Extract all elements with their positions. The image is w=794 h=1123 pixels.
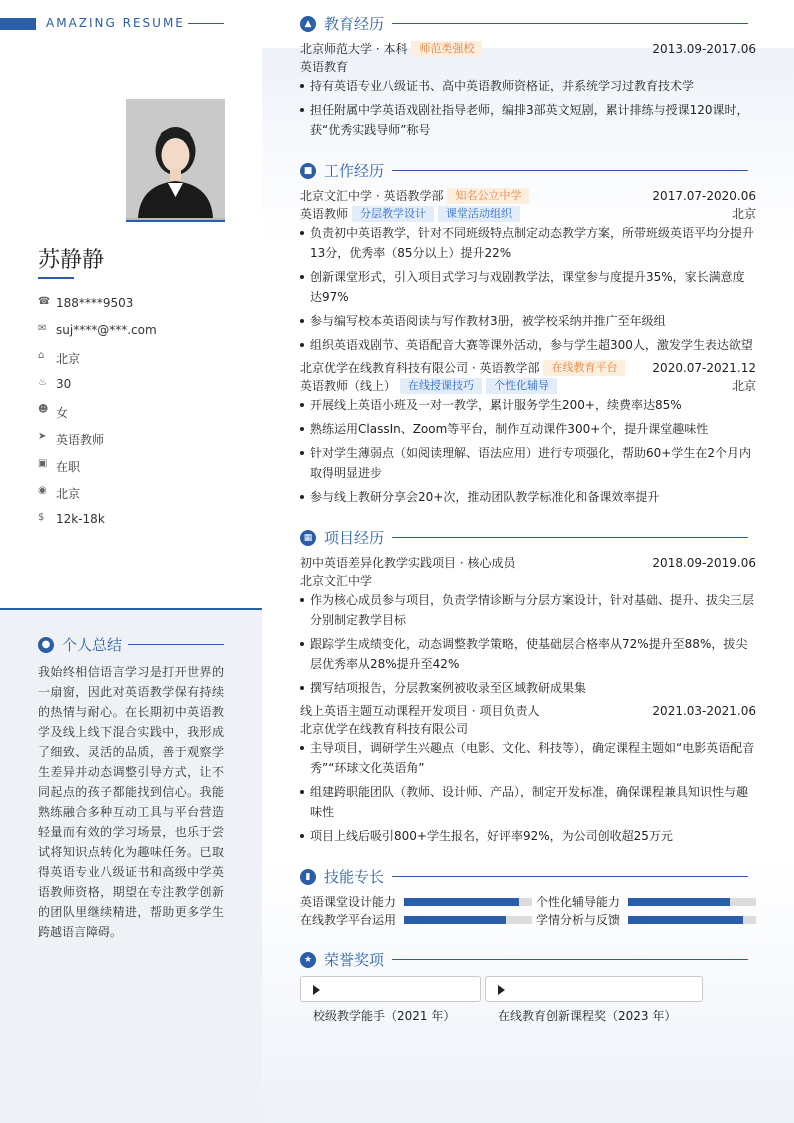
briefcase-icon: ■	[300, 163, 316, 179]
section-line	[392, 170, 748, 171]
summary-header	[38, 634, 224, 655]
job-org: 北京文汇中学 · 英语教学部	[300, 189, 444, 203]
work-title: 工作经历	[324, 162, 385, 180]
skill-bar-fill	[628, 898, 730, 906]
info-value: 北京	[56, 487, 81, 501]
skill-bar	[628, 916, 756, 924]
education-school-row	[300, 40, 756, 58]
project-org: 北京优学在线教育科技有限公司	[300, 722, 469, 736]
bullet-item: 创新课堂形式，引入项目式学习与戏剧教学法，课堂参与度提升35%，家长满意度达97%	[300, 267, 756, 307]
brand-title: AMAZING RESUME	[46, 16, 185, 30]
skill-item	[536, 894, 756, 910]
skill-bar-fill	[404, 898, 519, 906]
project-name-row	[300, 702, 756, 720]
info-status	[38, 458, 157, 485]
info-phone	[38, 296, 157, 323]
info-value: 北京	[56, 352, 81, 366]
project-org-row	[300, 720, 756, 738]
job-bullets	[300, 223, 756, 359]
school-name: 北京师范大学 · 本科	[300, 42, 408, 56]
face-icon: ☻	[38, 404, 49, 415]
award-icon: ★	[300, 952, 316, 968]
bullet-item: 参与线上教研分享会20+次，推动团队教学标准化和备课效率提升	[300, 487, 756, 507]
section-line	[392, 537, 748, 538]
job-date: 2017.07-2020.06	[652, 189, 756, 203]
skill-tag: 个性化辅导	[486, 378, 557, 394]
sidebar-divider	[0, 608, 262, 610]
grid-icon: ▦	[300, 530, 316, 546]
project-date: 2018.09-2019.06	[652, 556, 756, 570]
bullet-item: 组建跨职能团队（教师、设计师、产品），制定开发标准，确保课程兼具知识性与趣味性	[300, 782, 756, 822]
job-org-tag: 知名公立中学	[447, 188, 529, 204]
honor-badge	[485, 976, 703, 1023]
briefcase-icon: ▣	[38, 458, 48, 469]
info-value: 30	[56, 377, 72, 391]
bullet-item: 主导项目，调研学生兴趣点（电影、文化、科技等），确定课程主题如“电影英语配音秀”“环球文化英语角”	[300, 738, 756, 778]
section-line	[392, 876, 748, 877]
skill-item	[536, 912, 756, 928]
skill-name: 在线教学平台运用	[300, 913, 397, 927]
info-city	[38, 485, 157, 512]
skill-item	[300, 912, 532, 928]
bullet-item: 组织英语戏剧节、英语配音大赛等课外活动，参与学生超300人，激发学生表达欲望	[300, 335, 756, 355]
bullet-item: 项目上线后吸引800+学生报名，好评率92%，为公司创收超25万元	[300, 826, 756, 846]
major: 英语教育	[300, 60, 349, 74]
projects-header	[300, 527, 748, 548]
info-value: 女	[56, 406, 69, 420]
info-value: suj****@***.com	[56, 323, 157, 337]
play-triangle-icon	[313, 985, 320, 995]
candidate-name: 苏静静	[38, 248, 105, 273]
play-triangle-icon	[498, 985, 505, 995]
job-org-row	[300, 359, 756, 377]
bullet-item: 担任附属中学英语戏剧社指导老师，编排3部英文短剧，累计排练与授课120课时，获“优秀实践导师”称号	[300, 100, 756, 140]
info-value: 英语教师	[56, 433, 105, 447]
profile-photo	[126, 99, 225, 222]
job-city: 北京	[731, 207, 756, 221]
summary-text: 我始终相信语言学习是打开世界的一扇窗，因此对英语教学保有持续的热情与耐心。在长期初中英语教学及线上线下混合实践中，我形成了细致、灵活的品质，善于观察学生差异并动态调整引导方式，让不同起点的孩子都能找到信心。我能熟练融合多种互动工具与平台营造轻量而有效的学习场景，也乐于尝试将知识点转化为趣味任务。已取得英语专业八级证书和高级中学英语教师资格，期望在专注教学创新的团队里继续精进，帮助更多学生跨越语言障碍。	[38, 665, 224, 939]
job-city: 北京	[731, 379, 756, 393]
skill-tag: 分层教学设计	[352, 206, 434, 222]
phone-icon: ☎	[38, 296, 51, 307]
section-line	[392, 23, 748, 24]
bullet-item: 负责初中英语教学，针对不同班级特点制定动态教学方案，所带班级英语平均分提升13分，优秀率（85分以上）提升22%	[300, 223, 756, 263]
summary-line	[128, 644, 224, 645]
info-position	[38, 431, 157, 458]
skill-name: 个性化辅导能力	[536, 895, 621, 909]
education-header	[300, 13, 748, 34]
skill-tag: 课堂活动组织	[438, 206, 520, 222]
info-hometown	[38, 350, 157, 377]
job-role-row	[300, 377, 756, 395]
project-org: 北京文汇中学	[300, 574, 373, 588]
user-icon: ●	[38, 637, 54, 653]
skills-title: 技能专长	[324, 868, 385, 886]
work-header	[300, 160, 748, 181]
info-value: 12k-18k	[56, 512, 105, 526]
education-major-row	[300, 58, 756, 76]
school-tag: 师范类强校	[411, 41, 482, 57]
info-gender	[38, 404, 157, 431]
project-name: 初中英语差异化教学实践项目 · 核心成员	[300, 556, 516, 570]
honors-title: 荣誉奖项	[324, 951, 385, 969]
skill-name: 学情分析与反馈	[536, 913, 621, 927]
honor-label: 在线教育创新课程奖（2023 年）	[498, 1009, 677, 1023]
job-org-row	[300, 187, 756, 205]
info-email	[38, 323, 157, 350]
brand-line	[188, 23, 224, 24]
graduation-cap-icon: ▲	[300, 16, 316, 32]
skill-bar-fill	[628, 916, 743, 924]
skill-tag: 在线授课技巧	[400, 378, 482, 394]
bullet-item: 跟踪学生成绩变化，动态调整教学策略，使基础层合格率从72%提升至88%，拔尖层优秀率从28%提升至42%	[300, 634, 756, 674]
job-role: 英语教师（线上）	[300, 379, 397, 393]
info-value: 在职	[56, 460, 81, 474]
project-org-row	[300, 572, 756, 590]
project-name-row	[300, 554, 756, 572]
info-value: 188****9503	[56, 296, 134, 310]
send-icon: ➤	[38, 431, 47, 442]
skill-bar	[404, 916, 532, 924]
home-icon: ⌂	[38, 350, 45, 361]
projects-title: 项目经历	[324, 529, 385, 547]
bullet-item: 熟练运用ClassIn、Zoom等平台，制作互动课件300+个，提升课堂趣味性	[300, 419, 756, 439]
project-date: 2021.03-2021.06	[652, 704, 756, 718]
salary-icon: $	[38, 512, 45, 523]
job-date: 2020.07-2021.12	[652, 361, 756, 375]
summary-title: 个人总结	[62, 636, 123, 654]
bullet-item: 持有英语专业八级证书、高中英语教师资格证，并系统学习过教育技术学	[300, 76, 756, 96]
skill-name: 英语课堂设计能力	[300, 895, 397, 909]
job-role-row	[300, 205, 756, 223]
education-title: 教育经历	[324, 15, 385, 33]
education-date: 2013.09-2017.06	[652, 42, 756, 56]
honor-label: 校级教学能手（2021 年）	[313, 1009, 456, 1023]
section-line	[392, 959, 748, 960]
job-org: 北京优学在线教育科技有限公司 · 英语教学部	[300, 361, 540, 375]
honor-badge	[300, 976, 481, 1023]
bullet-item: 作为核心成员参与项目，负责学情诊断与分层方案设计，针对基础、提升、拔尖三层分别制定教学目标	[300, 590, 756, 630]
skill-bar	[404, 898, 532, 906]
mail-icon: ✉	[38, 323, 47, 334]
contact-info-list	[38, 296, 157, 539]
education-bullets	[300, 76, 756, 144]
location-icon: ◉	[38, 485, 47, 496]
job-bullets	[300, 395, 756, 511]
skill-item	[300, 894, 532, 910]
name-underline	[38, 277, 74, 279]
brand-bar	[0, 18, 36, 30]
info-salary	[38, 512, 157, 539]
cake-icon: ♨	[38, 377, 47, 388]
skills-header	[300, 866, 748, 887]
project-bullets	[300, 738, 756, 850]
project-name: 线上英语主题互动课程开发项目 · 项目负责人	[300, 704, 540, 718]
bar-chart-icon: ▮	[300, 869, 316, 885]
job-org-tag: 在线教育平台	[543, 360, 625, 376]
bullet-item: 开展线上英语小班及一对一教学，累计服务学生200+，续费率达85%	[300, 395, 756, 415]
bullet-item: 撰写结项报告，分层教案例被收录至区域教研成果集	[300, 678, 756, 698]
info-age	[38, 377, 157, 404]
project-bullets	[300, 590, 756, 702]
bullet-item: 参与编写校本英语阅读与写作教材3册，被学校采纳并推广至年级组	[300, 311, 756, 331]
skill-bar	[628, 898, 756, 906]
honors-header	[300, 949, 748, 970]
job-role: 英语教师	[300, 207, 349, 221]
skill-bar-fill	[404, 916, 506, 924]
bullet-item: 针对学生薄弱点（如阅读理解、语法应用）进行专项强化，帮助60+学生在2个月内取得明显进步	[300, 443, 756, 483]
person-avatar-icon	[126, 99, 225, 218]
